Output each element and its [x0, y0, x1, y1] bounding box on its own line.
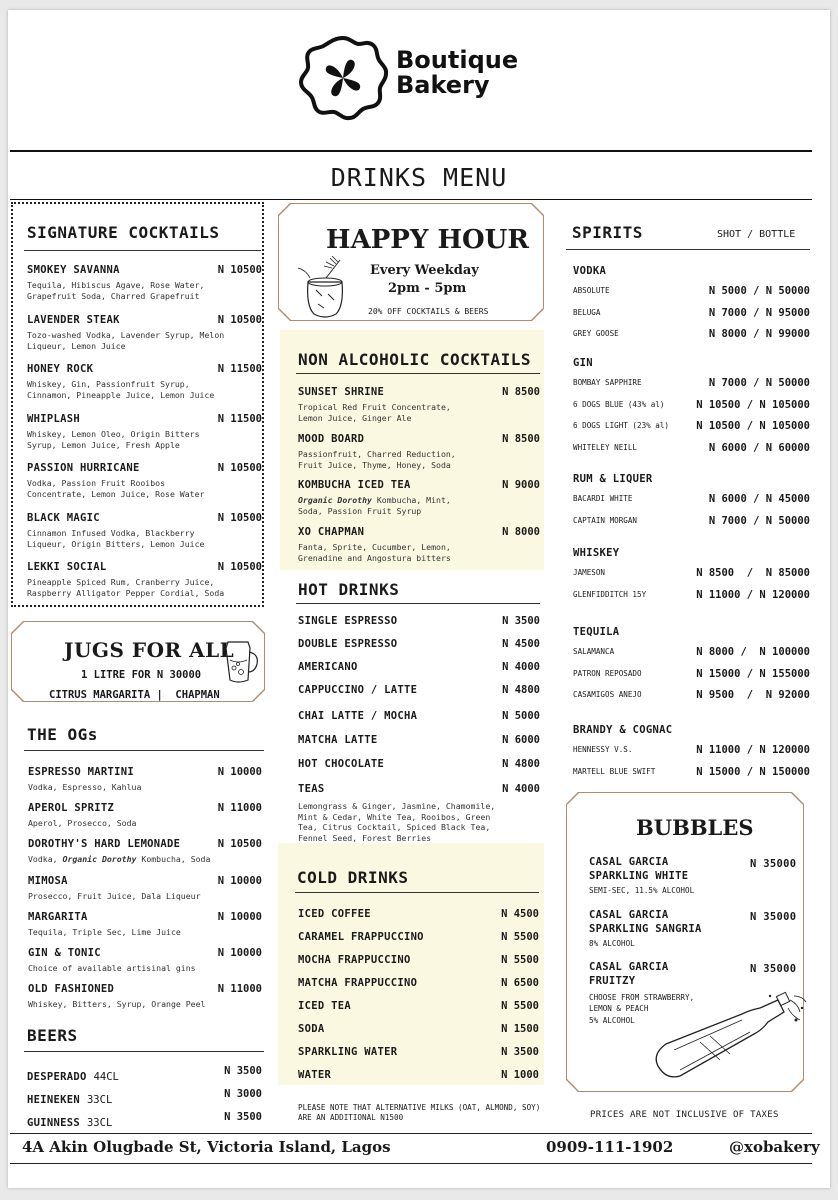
cocktail-price: N 10500 [217, 313, 262, 326]
cold-drink-name: MATCHA FRAPPUCCINO [298, 977, 418, 989]
spirit-price: N 10500 / N 105000 [696, 420, 810, 432]
spirits-subtitle: SHOT / BOTTLE [717, 229, 796, 240]
cocktail-item [27, 462, 262, 500]
og-description: Tequila, Triple Sec, Lime Juice [28, 926, 181, 937]
spirit-price: N 7000 / N 95000 [708, 306, 810, 319]
mocktail-description [298, 495, 468, 517]
hot-drinks-rule [296, 603, 540, 604]
mocktail-item [298, 526, 540, 564]
happy-hour-days: Every Weekday [370, 263, 479, 278]
cocktail-description: Whiskey, Lemon Oleo, Origin Bitters Syrup, Lemon Juice, Fresh Apple [27, 428, 200, 450]
jugs-title: JUGS FOR ALL [64, 638, 235, 662]
bubbles-description: SEMI-SEC, 11.5% ALCOHOL [589, 886, 695, 895]
spirit-name: GLENFIDDITCH 15Y [573, 589, 647, 599]
og-name: MARGARITA [28, 910, 88, 923]
spirit-price: N 7000 / N 50000 [708, 377, 810, 389]
mocktail-name: SUNSET SHRINE [298, 386, 385, 398]
beer-name: GUINNESS [27, 1117, 80, 1129]
mocktail-price: N 9000 [502, 479, 540, 491]
spirit-name: PATRON REPOSADO [573, 668, 642, 678]
mocktail-description-post: Kombucha, Mint, Soda, Passion Fruit Syrup [298, 495, 451, 516]
mocktail-description: Fanta, Sprite, Cucumber, Lemon, Grenadine and Angostura bitters [298, 541, 451, 563]
bubbles-title: BUBBLES [636, 815, 754, 840]
bubbles-name-line2: SPARKLING WHITE [589, 870, 689, 882]
hot-drink-item [298, 661, 540, 673]
brand-name-line2: Bakery [396, 71, 490, 99]
jug-icon [220, 636, 262, 686]
cold-drink-name: SODA [298, 1023, 325, 1035]
mocktail-name: XO CHAPMAN [298, 525, 365, 538]
beer-item [27, 1065, 262, 1084]
mocktail-item [298, 386, 540, 424]
hot-drink-item [298, 783, 540, 795]
bubbles-description-line1: CHOOSE FROM STRAWBERRY, [589, 993, 695, 1002]
cold-drink-name: ICED TEA [298, 1000, 351, 1012]
cocktail-price: N 11500 [217, 412, 262, 425]
spirit-price: N 15000 / N 155000 [696, 667, 810, 680]
og-name: ESPRESSO MARTINI [28, 766, 134, 778]
spirit-name: BELUGA [573, 307, 601, 317]
mocktail-item [298, 479, 540, 517]
hot-drink-name: CAPPUCCINO / LATTE [298, 684, 418, 696]
bubbles-price: N 35000 [750, 963, 797, 975]
footer-address: 4A Akin Olugbade St, Victoria Island, Lagos [22, 1138, 391, 1156]
spirit-name: GREY GOOSE [573, 329, 619, 338]
beer-price: N 3000 [224, 1088, 262, 1100]
jugs-line1: 1 LITRE FOR N 30000 [81, 669, 202, 681]
header-rule-bottom [10, 199, 812, 200]
cocktail-item [27, 561, 262, 599]
og-price: N 10000 [217, 874, 262, 887]
hot-drink-price: N 4800 [502, 758, 540, 770]
bubbles-description: 8% ALCOHOL [589, 939, 635, 948]
og-price: N 11000 [217, 983, 262, 996]
beer-price: N 3500 [224, 1065, 262, 1077]
cocktail-description: Vodka, Passion Fruit Rooibos Concentrate, Lemon Juice, Rose Water [27, 478, 205, 499]
og-description: Whiskey, Bitters, Syrup, Orange Peel [28, 999, 206, 1010]
spirit-price: N 8000 / N 100000 [696, 646, 810, 658]
og-item [28, 947, 262, 974]
hot-drink-name: AMERICANO [298, 661, 358, 673]
cold-drinks-title: COLD DRINKS [297, 868, 409, 887]
cocktail-price: N 10500 [217, 264, 262, 276]
mocktail-price: N 8500 [502, 386, 540, 398]
hot-drink-name: CHAI LATTE / MOCHA [298, 710, 418, 722]
cocktail-description: Pineapple Spiced Rum, Cranberry Juice, Raspberry Alligator Pepper Cordial, Soda [27, 577, 225, 598]
mocktail-item [298, 433, 540, 471]
beers-title: BEERS [27, 1026, 78, 1045]
cold-drink-item [298, 1000, 539, 1012]
hot-drink-name: HOT CHOCOLATE [298, 758, 385, 770]
cold-drink-name: ICED COFFEE [298, 908, 371, 920]
beer-item [27, 1088, 262, 1107]
cocktail-price: N 11500 [217, 363, 262, 375]
non-alcoholic-rule [296, 373, 540, 374]
cold-drink-item [298, 1046, 539, 1058]
bubbles-price: N 35000 [750, 858, 797, 870]
spirits-rule [566, 249, 810, 250]
cold-drink-price: N 1500 [501, 1023, 539, 1035]
og-price: N 10000 [217, 910, 262, 923]
cold-drink-price: N 3500 [501, 1046, 539, 1058]
cold-drinks-rule [295, 892, 539, 893]
cocktail-item [27, 264, 262, 302]
spirit-name: SALAMANCA [573, 647, 615, 656]
spirit-price: N 8000 / N 99000 [708, 328, 810, 340]
cocktail-glass-icon [296, 256, 354, 322]
og-price: N 11000 [217, 802, 262, 815]
spirit-name: WHITELEY NEILL [573, 442, 638, 452]
cocktail-name: LEKKI SOCIAL [27, 561, 107, 573]
og-description-post: Kombucha, Soda [136, 854, 211, 865]
cold-drink-item [298, 954, 539, 966]
cold-drink-price: N 5500 [501, 931, 539, 943]
hot-drink-name: DOUBLE ESPRESSO [298, 638, 398, 650]
cocktail-description: Whiskey, Gin, Passionfruit Syrup, Cinnamon, Pineapple Juice, Lemon Juice [27, 379, 215, 400]
og-name: APEROL SPRITZ [28, 802, 115, 815]
og-description: Aperol, Prosecco, Soda [28, 818, 137, 829]
cocktail-name: WHIPLASH [27, 412, 80, 425]
og-name: DOROTHY'S HARD LEMONADE [28, 838, 181, 851]
og-item [28, 875, 262, 902]
hot-drink-price: N 4000 [502, 661, 540, 673]
cocktail-description: Cinnamon Infused Vodka, Blackberry Liqueur, Origin Bitters, Lemon Juice [27, 527, 205, 549]
spirit-name: HENNESSY V.S. [573, 745, 633, 754]
spirit-name: 6 DOGS LIGHT (23% al) [573, 421, 670, 430]
happy-hour-note: 20% OFF COCKTAILS & BEERS [368, 307, 489, 316]
cocktail-item [27, 314, 262, 352]
footer-rule-top [10, 1133, 812, 1134]
spirit-price: N 8500 / N 85000 [696, 567, 810, 579]
footer-phone: 0909-111-1902 [546, 1138, 674, 1156]
cold-drink-name: CARAMEL FRAPPUCCINO [298, 931, 424, 943]
spirit-price: N 6000 / N 60000 [708, 441, 810, 454]
cold-drink-price: N 6500 [501, 977, 539, 989]
cocktail-price: N 10500 [217, 511, 262, 524]
hot-drink-item [298, 734, 540, 746]
footer-rule-bottom [10, 1163, 812, 1164]
spirits-title: SPIRITS [572, 223, 643, 242]
hot-drink-price: N 4000 [502, 783, 540, 795]
cocktail-item [27, 363, 262, 401]
cocktail-price: N 10500 [217, 462, 262, 474]
bubbles-name-line2: SPARKLING SANGRIA [589, 923, 702, 935]
cold-drink-item [298, 908, 539, 920]
og-item [28, 766, 262, 793]
ogs-rule [24, 750, 264, 751]
cocktail-name: BLACK MAGIC [27, 511, 100, 524]
beer-price: N 3500 [224, 1111, 262, 1123]
beer-name: DESPERADO [27, 1071, 87, 1083]
jugs-line2: CITRUS MARGARITA | CHAPMAN [49, 689, 220, 701]
bubbles-description-line3: 5% ALCOHOL [589, 1016, 635, 1025]
bubbles-price: N 35000 [750, 911, 797, 923]
cold-drink-price: N 5500 [501, 954, 539, 966]
og-item [28, 911, 262, 938]
cold-drink-price: N 1000 [501, 1069, 539, 1081]
og-name: OLD FASHIONED [28, 983, 115, 996]
og-item [28, 838, 262, 865]
hot-drink-name: MATCHA LATTE [298, 734, 378, 746]
mocktail-description: Passionfruit, Charred Reduction, Fruit Juice, Thyme, Honey, Soda [298, 448, 456, 470]
spirit-name: CAPTAIN MORGAN [573, 515, 638, 525]
bubbles-name-line1: CASAL GARCIA [589, 856, 669, 868]
spirit-price: N 15000 / N 150000 [696, 765, 810, 778]
spirit-price: N 7000 / N 50000 [708, 514, 810, 527]
spirit-name: JAMESON [573, 568, 606, 577]
beer-size: 33CL [86, 1117, 113, 1129]
cold-drink-name: MOCHA FRAPPUCCINO [298, 954, 411, 966]
beer-name: HEINEKEN [27, 1094, 80, 1106]
bubbles-description-line2: LEMON & PEACH [589, 1004, 649, 1013]
og-price: N 10000 [217, 766, 262, 778]
cold-drink-item [298, 1023, 539, 1035]
hot-drink-item [298, 684, 540, 696]
spirit-group-title: WHISKEY [573, 547, 620, 559]
hot-drinks-title: HOT DRINKS [298, 580, 400, 599]
hot-drink-price: N 3500 [502, 615, 540, 627]
spirit-price: N 11000 / N 120000 [696, 588, 810, 601]
hot-drink-name: SINGLE ESPRESSO [298, 615, 398, 627]
happy-hour-title: HAPPY HOUR [326, 225, 529, 255]
mocktail-name: MOOD BOARD [298, 432, 365, 445]
signature-rule [24, 250, 261, 251]
milk-note: PLEASE NOTE THAT ALTERNATIVE MILKS (OAT, ALMOND, SOY) ARE AN ADDITIONAL N1500 [298, 1103, 541, 1122]
spirit-price: N 10500 / N 105000 [696, 398, 810, 411]
brand-name [396, 48, 518, 98]
cold-drink-item [298, 1069, 539, 1081]
beer-item [27, 1111, 262, 1130]
og-description: Vodka, Espresso, Kahlua [28, 782, 142, 792]
spirit-price: N 9500 / N 92000 [696, 689, 810, 701]
mocktail-description-em: Organic Dorothy [298, 495, 372, 505]
og-description-pre: Vodka, [28, 854, 63, 865]
tax-note: PRICES ARE NOT INCLUSIVE OF TAXES [590, 1110, 779, 1120]
signature-title: SIGNATURE COCKTAILS [27, 223, 220, 242]
og-description: Prosecco, Fruit Juice, Dala Liqueur [28, 890, 201, 901]
cocktail-price: N 10500 [217, 561, 262, 573]
bubbles-name-line1: CASAL GARCIA [589, 909, 669, 921]
hot-drink-item [298, 638, 540, 650]
og-item [28, 983, 262, 1010]
hot-drink-price: N 4800 [502, 684, 540, 696]
og-description [28, 854, 262, 865]
hot-drink-price: N 5000 [502, 710, 540, 722]
hot-drink-price: N 6000 [502, 734, 540, 746]
og-name: GIN & TONIC [28, 947, 101, 959]
header-rule-top [10, 150, 812, 152]
spirit-group-title: TEQUILA [573, 626, 620, 638]
footer-handle: @xobakery [729, 1138, 820, 1156]
spirit-name: 6 DOGS BLUE (43% al) [573, 399, 665, 409]
ogs-title: THE OGs [27, 725, 98, 744]
hot-drink-item [298, 758, 540, 770]
beer-size: 33CL [86, 1094, 113, 1106]
cocktail-name: LAVENDER STEAK [27, 313, 120, 326]
spirit-price: N 5000 / N 50000 [708, 285, 810, 297]
cocktail-name: HONEY ROCK [27, 363, 94, 375]
og-item [28, 802, 262, 829]
spirit-group-title: RUM & LIQUER [573, 473, 653, 485]
happy-hour-time: 2pm - 5pm [388, 281, 467, 296]
cold-drink-item [298, 977, 539, 989]
hot-drink-item [298, 710, 540, 722]
cold-drink-name: WATER [298, 1069, 332, 1081]
mocktail-price: N 8500 [502, 432, 540, 445]
cocktail-description: Tozo-washed Vodka, Lavender Syrup, Melon Liqueur, Lemon Juice [27, 329, 225, 351]
og-price: N 10500 [217, 838, 262, 851]
beer-size: 44CL [93, 1071, 119, 1083]
og-name: MIMOSA [28, 874, 68, 887]
hot-drink-price: N 4500 [502, 638, 540, 650]
cocktail-description: Tequila, Hibiscus Agave, Rose Water, Grapefruit Soda, Charred Grapefruit [27, 280, 205, 301]
spirit-name: ABSOLUTE [573, 286, 610, 295]
bubbles-name-line2: FRUITZY [589, 975, 636, 987]
cold-drink-name: SPARKLING WATER [298, 1046, 398, 1058]
brand-logo [298, 32, 528, 124]
hot-drink-item [298, 615, 540, 627]
cold-drink-price: N 5500 [501, 1000, 539, 1012]
spirit-name: BOMBAY SAPPHIRE [573, 378, 642, 387]
mocktail-description: Tropical Red Fruit Concentrate, Lemon Juice, Ginger Ale [298, 402, 451, 423]
og-description-em: Organic Dorothy [62, 854, 137, 865]
spirit-name: CASAMIGOS ANEJO [573, 690, 642, 699]
bubbles-name-line1: CASAL GARCIA [589, 961, 669, 973]
spirit-group-title: VODKA [573, 265, 607, 277]
mocktail-price: N 8000 [502, 525, 540, 538]
mocktail-name: KOMBUCHA ICED TEA [298, 479, 411, 491]
spirit-price: N 6000 / N 45000 [708, 493, 810, 505]
hot-drink-name: TEAS [298, 783, 325, 795]
bakery-flower-icon [298, 32, 388, 124]
menu-title: DRINKS MENU [330, 163, 508, 192]
og-price: N 10000 [217, 947, 262, 959]
cocktail-item [27, 413, 262, 451]
cocktail-name: PASSION HURRICANE [27, 462, 140, 474]
cocktail-name: SMOKEY SAVANNA [27, 264, 120, 276]
og-description: Choice of available artisinal gins [28, 963, 196, 973]
cocktail-item [27, 512, 262, 550]
non-alcoholic-title: NON ALCOHOLIC COCKTAILS [298, 350, 532, 369]
beers-rule [24, 1051, 264, 1052]
cold-drink-price: N 4500 [501, 908, 539, 920]
spirit-group-title: GIN [573, 357, 593, 369]
spirit-price: N 11000 / N 120000 [696, 744, 810, 756]
spirit-group-title: BRANDY & COGNAC [573, 724, 673, 736]
brand-name-line1: Boutique [396, 46, 519, 74]
cold-drink-item [298, 931, 539, 943]
spirit-name: MARTELL BLUE SWIFT [573, 766, 656, 776]
spirit-name: BACARDI WHITE [573, 494, 633, 503]
teas-description: Lemongrass & Ginger, Jasmine, Chamomile, Mint & Cedar, White Tea, Rooibos, Green Tea, Citrus Cocktail, Spiced Black Tea, Fennel Seed, Forest Berries [298, 801, 496, 843]
champagne-bottle-icon [650, 990, 808, 1082]
